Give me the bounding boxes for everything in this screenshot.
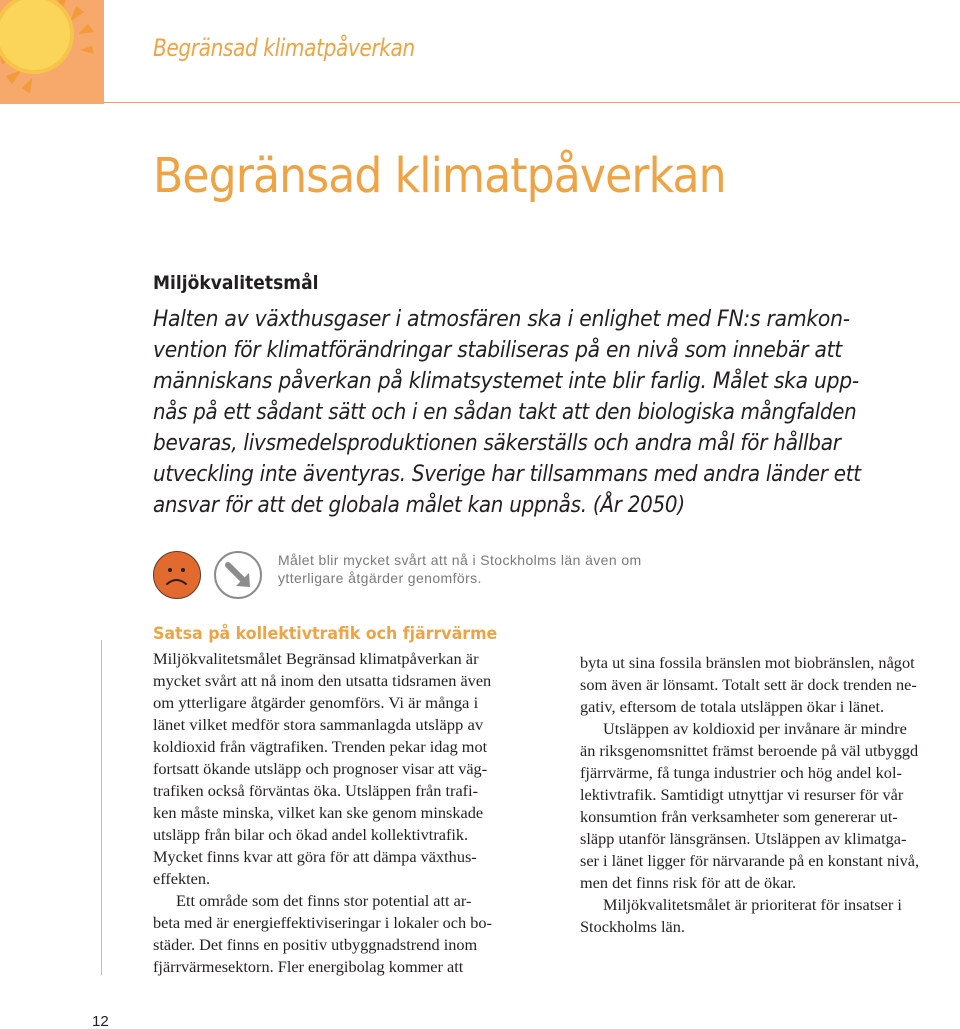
sun-decoration	[0, 0, 104, 104]
goal-line: människans påverkan på klimatsystemet inte blir farlig. Målet ska upp-	[153, 368, 859, 394]
body-line: lektivtrafik. Samtidigt utnyttjar vi resurser för vår	[580, 785, 904, 804]
body-line: fjärrvärmesektorn. Fler energibolag kommer att	[153, 957, 464, 976]
body-line: konsumtion från verksamheter som genererar ut-	[580, 807, 898, 826]
body-line: Miljökvalitetsmålet är prioriterat för insatser i	[603, 895, 902, 914]
body-line: fortsatt ökande utsläpp och prognoser visar att väg-	[153, 759, 488, 778]
body-line: utsläpp från bilar och ökad andel kollektivtrafik.	[153, 825, 469, 844]
goal-line: ansvar för att det globala målet kan uppnås. (År 2050)	[153, 492, 685, 518]
body-line: om ytterligare åtgärder genomförs. Vi är många i	[153, 693, 479, 712]
body-line: Utsläppen av koldioxid per invånare är mindre	[603, 719, 907, 738]
body-line: trafiken också förväntas öka. Utsläppen från trafi-	[153, 781, 479, 800]
goal-line: Halten av växthusgaser i atmosfären ska i enlighet med FN:s ramkon-	[153, 306, 850, 332]
goal-line: bevaras, livsmedelsproduktionen säkerställs och andra mål för hållbar	[153, 430, 841, 456]
body-line: Ett område som det finns stor potential att ar-	[176, 891, 472, 910]
body-line: ser i länet ligger för närvarande på en konstant nivå,	[580, 851, 920, 870]
body-line: gativ, eftersom de totala utsläppen ökar i länet.	[580, 697, 885, 716]
body-line: som även är lönsamt. Totalt sett är dock trenden ne-	[580, 675, 917, 694]
body-line: Miljökvalitetsmålet Begränsad klimatpåverkan är	[153, 649, 479, 668]
column-rule	[101, 640, 102, 975]
body-line: effekten.	[153, 869, 211, 888]
article-heading: Satsa på kollektivtrafik och fjärrvärme	[153, 624, 498, 644]
sad-face-icon	[153, 551, 201, 599]
status-text: ytterligare åtgärder genomförs.	[278, 570, 482, 586]
body-line: Mycket finns kvar att göra för att dämpa växthus-	[153, 847, 477, 866]
body-line: än riksgenomsnittet främst beroende på väl utbyggd	[580, 741, 919, 760]
running-head: Begränsad klimatpåverkan	[153, 34, 415, 62]
arrow-down-right-icon	[214, 551, 262, 599]
body-line: städer. Det finns en positiv utbyggnadstrend inom	[153, 935, 478, 954]
goal-line: nås på ett sådant sätt och i en sådan takt att den biologiska mångfalden	[153, 399, 857, 425]
body-line: ken måste minska, vilket kan ske genom minskade	[153, 803, 484, 822]
header-rule	[104, 102, 960, 103]
body-line: byta ut sina fossila bränslen mot biobränslen, något	[580, 653, 915, 672]
body-line: Stockholms län.	[580, 917, 685, 936]
body-line: koldioxid från vägtrafiken. Trenden pekar idag mot	[153, 737, 488, 756]
body-line: släpp utanför länsgränsen. Utsläppen av klimatga-	[580, 829, 907, 848]
body-line: länet vilket medför stora sammanlagda utsläpp av	[153, 715, 484, 734]
body-line: mycket svårt att nå inom den utsatta tidsramen även	[153, 671, 492, 690]
goal-line: utveckling inte äventyras. Sverige har tillsammans med andra länder ett	[153, 461, 861, 487]
page-title: Begränsad klimatpåverkan	[153, 148, 726, 204]
goal-label: Miljökvalitetsmål	[153, 272, 319, 294]
page-number: 12	[92, 1013, 109, 1029]
body-line: men det finns risk för att de ökar.	[580, 873, 797, 892]
goal-line: vention för klimatförändringar stabiliseras på en nivå som innebär att	[153, 337, 842, 363]
body-line: beta med är energieffektiviseringar i lokaler och bo-	[153, 913, 492, 932]
body-line: fjärrvärme, få tunga industrier och hög andel kol-	[580, 763, 902, 782]
status-text: Målet blir mycket svårt att nå i Stockholms län även om	[278, 552, 642, 568]
